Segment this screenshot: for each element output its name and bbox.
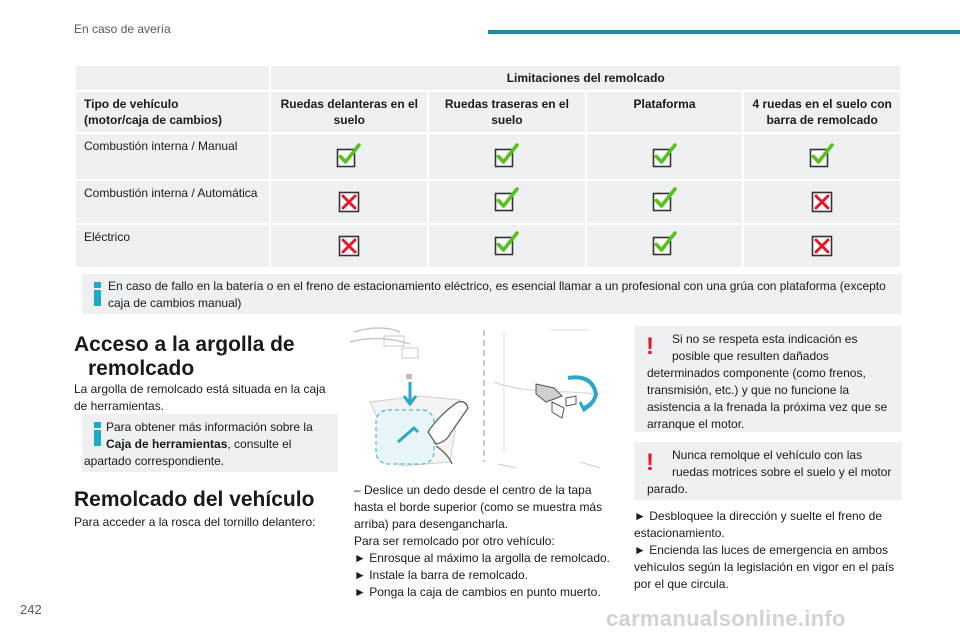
towing-limitations-table — [74, 64, 902, 269]
cell-icon — [270, 133, 428, 180]
text-line: parado. — [647, 482, 688, 496]
header-accent-bar — [488, 30, 960, 34]
table-col-four-wheels: 4 ruedas en el suelo con barra de remolcado — [743, 91, 901, 133]
page-number: 242 — [20, 602, 42, 617]
text-line: Para obtener más información sobre la — [106, 420, 313, 434]
check-icon — [494, 187, 520, 213]
table-col-front-wheels: Ruedas delanteras en el suelo — [270, 91, 428, 133]
step-release-brake: ► Desbloquee la dirección y suelte el freno de — [634, 509, 883, 523]
text-line: vehículos según la legislación en vigor en el país — [634, 560, 895, 574]
info-icon — [94, 422, 101, 446]
cell-icon — [270, 180, 428, 224]
middle-instructions — [354, 482, 610, 601]
check-icon — [652, 143, 678, 169]
text-line: posible que resulten dañados — [672, 349, 829, 363]
cell-icon — [586, 180, 744, 224]
text-line: Nunca remolque el vehículo con las — [672, 448, 863, 462]
section-title: En caso de avería — [74, 22, 171, 36]
table-group-header: Limitaciones del remolcado — [270, 65, 901, 91]
cell-icon — [428, 133, 586, 180]
text-line: transmisión, etc.) y que no funcione la — [647, 383, 850, 397]
check-icon — [652, 187, 678, 213]
table-col-platform: Plataforma — [586, 91, 744, 133]
text-line: hasta el borde superior (como se muestra más — [354, 500, 603, 514]
text-line: Si no se respeta esta indicación es — [672, 332, 858, 346]
info-note-battery — [82, 274, 902, 314]
cross-icon — [338, 235, 360, 257]
section-heading-towing-vehicle: Remolcado del vehículo — [74, 488, 315, 511]
row-label: Combustión interna / Automática — [75, 180, 270, 224]
towing-eye-illustration — [340, 322, 606, 470]
cell-icon — [743, 133, 901, 180]
text-line: estacionamiento. — [634, 526, 725, 540]
cell-icon — [743, 180, 901, 224]
text-line: La argolla de remolcado está situada en la caja — [74, 382, 326, 396]
cell-icon — [743, 224, 901, 268]
text-line: asistencia a la frenada la próxima vez que se — [647, 400, 888, 414]
table-row — [75, 133, 901, 180]
section-heading-towing-eye — [74, 333, 295, 381]
check-icon — [494, 231, 520, 257]
check-icon — [336, 143, 362, 169]
toolbox-link-text: Caja de herramientas — [106, 437, 228, 451]
table-col-vehicle-type: Tipo de vehículo (motor/caja de cambios) — [75, 91, 270, 133]
info-icon — [94, 282, 101, 306]
right-instructions — [634, 508, 894, 593]
warning-icon: ! — [646, 449, 654, 476]
info-note-text: En caso de fallo en la batería o en el freno de estacionamiento eléctrico, es esencial llamar a un profesional con una grúa con plataforma (excepto caja de cambios manual) — [108, 279, 886, 310]
table-row — [75, 180, 901, 224]
watermark: carmanualsonline.info — [606, 606, 846, 631]
step-neutral: ► Ponga la caja de cambios en punto muerto. — [354, 585, 601, 599]
check-icon — [809, 143, 835, 169]
table-col-rear-wheels: Ruedas traseras en el suelo — [428, 91, 586, 133]
cell-icon — [270, 224, 428, 268]
cross-icon — [338, 191, 360, 213]
cell-icon — [586, 133, 744, 180]
text-line: apartado correspondiente. — [84, 454, 225, 468]
text-line: – Deslice un dedo desde el centro de la tapa — [354, 483, 592, 497]
warning-note-driven-wheels — [634, 442, 902, 500]
check-icon — [652, 231, 678, 257]
check-icon — [494, 143, 520, 169]
row-label: Combustión interna / Manual — [75, 133, 270, 180]
step-install-bar: ► Instale la barra de remolcado. — [354, 568, 528, 582]
warning-note-damage — [634, 326, 902, 432]
heading-line: Acceso a la argolla de — [74, 333, 295, 356]
row-label: Eléctrico — [75, 224, 270, 268]
info-note-toolbox — [82, 414, 338, 472]
towing-eye-paragraph — [74, 381, 326, 415]
text-line: arriba) para desengancharla. — [354, 517, 509, 531]
text-line: Para ser remolcado por otro vehículo: — [354, 534, 555, 548]
text-line: , consulte el — [227, 437, 292, 451]
table-row — [75, 224, 901, 268]
cross-icon — [811, 235, 833, 257]
heading-line: remolcado — [88, 357, 195, 380]
cross-icon — [811, 191, 833, 213]
towing-vehicle-paragraph: Para acceder a la rosca del tornillo delantero: — [74, 515, 316, 529]
step-hazard-lights: ► Encienda las luces de emergencia en ambos — [634, 543, 889, 557]
cell-icon — [428, 180, 586, 224]
text-line: de herramientas. — [74, 399, 165, 413]
text-line: arranque el motor. — [647, 417, 745, 431]
text-line: ruedas motrices sobre el suelo y el motor — [672, 465, 892, 479]
step-screw-eye: ► Enrosque al máximo la argolla de remolcado. — [354, 551, 611, 565]
text-line: por el que circula. — [634, 577, 729, 591]
warning-icon: ! — [646, 333, 654, 360]
table-corner-cell — [75, 65, 270, 91]
text-line: determinados componente (como frenos, — [647, 366, 866, 380]
cell-icon — [428, 224, 586, 268]
cell-icon — [586, 224, 744, 268]
